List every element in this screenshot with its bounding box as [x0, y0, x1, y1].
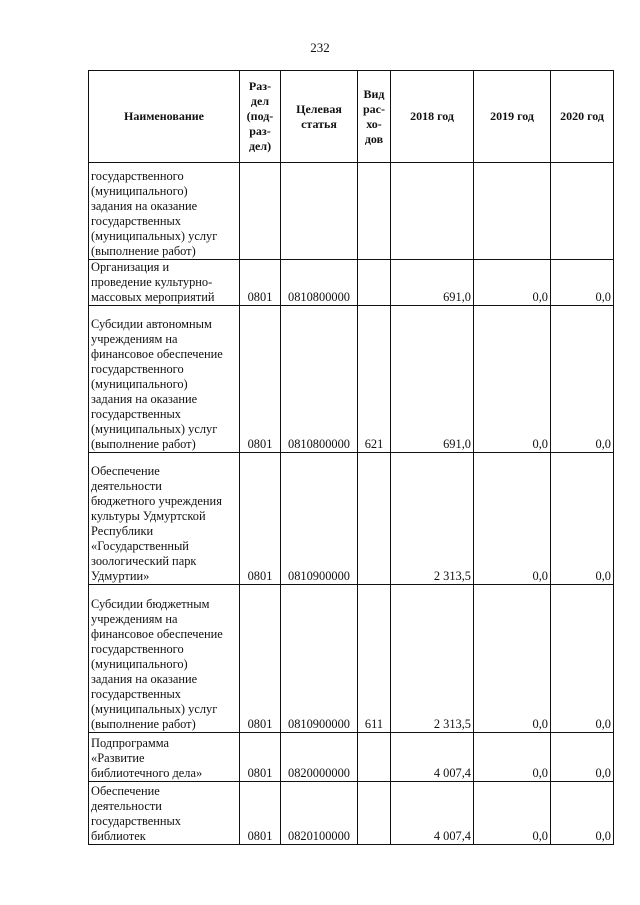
cell-section: 0801: [240, 453, 281, 585]
cell-target: 0810800000: [281, 260, 358, 306]
cell-2020: [551, 163, 614, 260]
table-row: [89, 733, 614, 782]
cell-name: Субсидии автономным учреждениям на финансовое обеспечение государственного (муниципального) задания на оказание государственных (муниципальных) услуг (выполнение работ): [89, 306, 240, 453]
cell-name: Подпрограмма «Развитие библиотечного дела»: [89, 733, 240, 782]
cell-section: 0801: [240, 733, 281, 782]
table-row: [89, 585, 614, 733]
cell-2020: 0,0: [551, 453, 614, 585]
cell-type: [358, 453, 391, 585]
cell-name: Субсидии бюджетным учреждениям на финансовое обеспечение государственного (муниципального) задания на оказание государственных (муниципальных) услуг (выполнение работ): [89, 585, 240, 733]
budget-table: [88, 70, 614, 845]
cell-type: [358, 163, 391, 260]
cell-section: 0801: [240, 306, 281, 453]
cell-name: государственного (муниципального) задания на оказание государственных (муниципальных) услуг (выполнение работ): [89, 163, 240, 260]
header-section: Раз- дел (под- раз- дел): [240, 71, 281, 163]
header-target: Целевая статья: [281, 71, 358, 163]
header-2019: 2019 год: [474, 71, 551, 163]
cell-2020: 0,0: [551, 733, 614, 782]
header-name: Наименование: [89, 71, 240, 163]
table-row: [89, 306, 614, 453]
header-type: Вид рас- хо- дов: [358, 71, 391, 163]
table-row: [89, 260, 614, 306]
cell-2020: 0,0: [551, 260, 614, 306]
cell-target: 0810900000: [281, 453, 358, 585]
cell-section: 0801: [240, 782, 281, 845]
cell-2020: 0,0: [551, 782, 614, 845]
cell-2019: 0,0: [474, 306, 551, 453]
table-body: [89, 163, 614, 845]
cell-2018: [391, 163, 474, 260]
cell-section: 0801: [240, 585, 281, 733]
table-row: [89, 782, 614, 845]
cell-2018: 4 007,4: [391, 733, 474, 782]
cell-2019: 0,0: [474, 585, 551, 733]
cell-2018: 2 313,5: [391, 585, 474, 733]
cell-target: [281, 163, 358, 260]
cell-target: 0810900000: [281, 585, 358, 733]
cell-section: [240, 163, 281, 260]
cell-2020: 0,0: [551, 585, 614, 733]
cell-2019: 0,0: [474, 453, 551, 585]
cell-name: Обеспечение деятельности государственных библиотек: [89, 782, 240, 845]
header-2020: 2020 год: [551, 71, 614, 163]
table-row: [89, 163, 614, 260]
header-2018: 2018 год: [391, 71, 474, 163]
cell-target: 0820000000: [281, 733, 358, 782]
cell-2018: 4 007,4: [391, 782, 474, 845]
cell-2020: 0,0: [551, 306, 614, 453]
cell-type: [358, 733, 391, 782]
table-header-row: [89, 71, 614, 163]
cell-type: [358, 260, 391, 306]
cell-name: Организация и проведение культурно- массовых мероприятий: [89, 260, 240, 306]
cell-type: 611: [358, 585, 391, 733]
cell-2019: [474, 163, 551, 260]
page-number: 232: [310, 40, 330, 55]
cell-name: Обеспечение деятельности бюджетного учреждения культуры Удмуртской Республики «Государственный зоологический парк Удмуртии»: [89, 453, 240, 585]
cell-type: [358, 782, 391, 845]
cell-target: 0810800000: [281, 306, 358, 453]
cell-section: 0801: [240, 260, 281, 306]
cell-2019: 0,0: [474, 733, 551, 782]
cell-2018: 691,0: [391, 306, 474, 453]
cell-2019: 0,0: [474, 782, 551, 845]
cell-type: 621: [358, 306, 391, 453]
cell-2019: 0,0: [474, 260, 551, 306]
table-row: [89, 453, 614, 585]
cell-target: 0820100000: [281, 782, 358, 845]
cell-2018: 691,0: [391, 260, 474, 306]
cell-2018: 2 313,5: [391, 453, 474, 585]
